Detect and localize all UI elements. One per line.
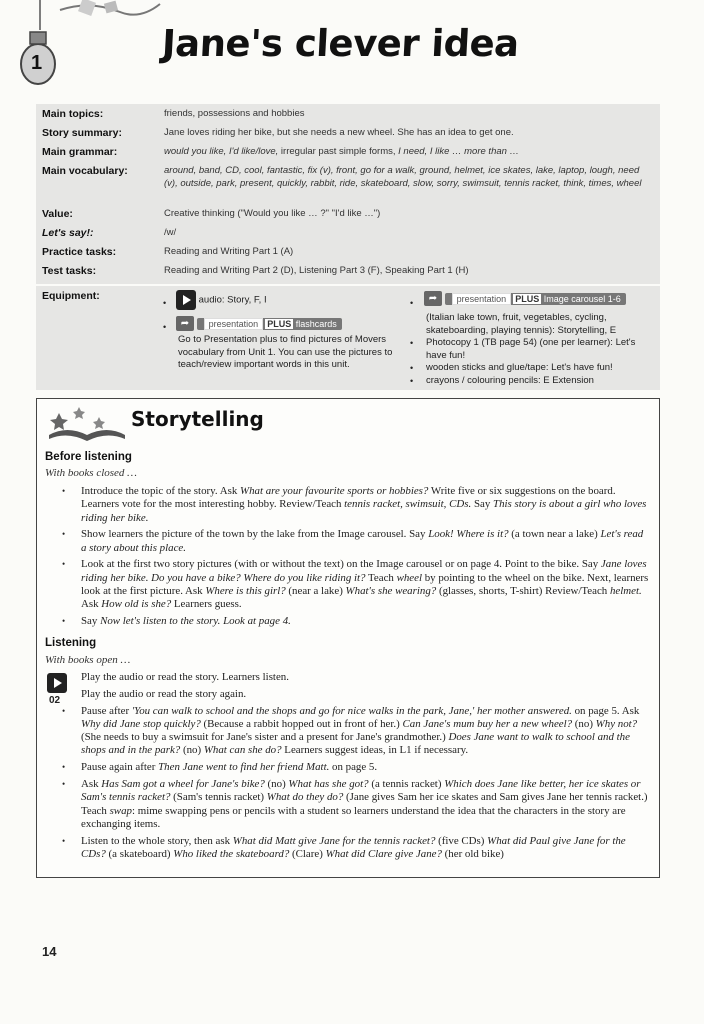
before-listening-item: • Introduce the topic of the story. Ask What are your favourite sports or hobbies? Write five or six suggestions on the board. Learners vote for the most interesting hobby. Review/Teach tennis racket, swimsuit, CDs. Say This story is about a girl who loves riding her bike. [71,485,651,525]
unit-summary-table [36,104,660,284]
test-tasks-label: Test tasks: [42,265,97,277]
before-listening-list [71,485,651,632]
arrow-icon: ➦ [424,291,442,306]
equipment-audio: audio: Story, F, I [176,290,267,310]
main-grammar-label: Main grammar: [42,146,118,158]
unit-number-badge: 1 [31,52,43,74]
listening-intro: With books open … [45,654,131,666]
listening-item: • Ask Has Sam got a wheel for Jane's bike? (no) What has she got? (a tennis racket) Which does Jane like better, her ice skates or Sam's tennis racket? (Sam's tennis racket) What do they do? (Jane gives Sam her ice skates and Sam gives Jane her tennis racket.) Teach swap: mime swapping pens or pencils with a student so learners understand the idea that the characters in the story are exchanging items. [71,778,651,831]
listening-item: • Pause after 'You can walk to school and the shops and go for nice walks in the park, Jane,' her mother answered. on page 5. Ask Why did Jane stop quickly? (Because a rabbit hopped out in front of her.) Can Jane's mum buy her a new wheel? (no) Why not? (She needs to buy a swimsuit for Jane's sister and a present for Jane's grandmother.) Does Jane want to walk to school and the shops and in the park? (no) What can she do? Learners suggest ideas, in L1 if necessary. [71,705,651,758]
play-icon [47,673,67,693]
main-vocabulary-value: around, band, CD, cool, fantastic, fix (v), front, go for a walk, ground, helmet, ice skates, lake, laptop, lough, need (v), outside, park, present, quickly, rabbit, ride, skateboard, slow, sorry, swimsuit, tennis racket, think, times, wheel [164,165,642,189]
story-summary-label: Story summary: [42,127,122,139]
listening-item: • Listen to the whole story, then ask What did Matt give Jane for the tennis racket? (five CDs) What did Paul give Jane for the CDs? (a skateboard) Who liked the skateboard? (Clare) What did Clare give Jane? (her old bike) [71,835,651,862]
equipment-sticks: wooden sticks and glue/tape: Let's have fun! [426,362,613,373]
before-listening-heading: Before listening [45,451,132,463]
equipment-section: Equipment: • audio: Story, F, I • ➦ presentation PLUS flashcards Go to Presentation plus to find pictures of Movers vocabulary from Unit 1. You can use the pictures to teach/review important words in this unit. • ➦ presentation PLUS Image carousel 1-6 (Italian lake town, fruit, vegetables, cycling, skateboarding, playing tennis): Storytelling, E • Photocopy 1 (TB page 54) (one per learner): Let's have fun! • wooden sticks and glue/tape: Let's have fun! • crayons / colouring pencils: E Extension [36,286,660,390]
value-value: Creative thinking ("Would you like … ?" "I'd like …") [164,208,381,219]
test-tasks-value: Reading and Writing Part 2 (D), Listening Part 3 (F), Speaking Part 1 (H) [164,265,469,276]
lets-say-label: Let's say!: [42,227,94,239]
equipment-image-carousel: ➦ presentation PLUS Image carousel 1-6 [424,291,626,306]
listening-heading: Listening [45,637,97,649]
before-listening-intro: With books closed … [45,467,137,479]
storytelling-box [36,398,660,878]
story-summary-value: Jane loves riding her bike, but she needs a new wheel. She has an idea to get one. [164,127,514,138]
listening-item: • Pause again after Then Jane went to find her friend Matt. on page 5. [71,761,651,774]
audio-track-number: 02 [49,695,61,706]
practice-tasks-value: Reading and Writing Part 1 (A) [164,246,294,257]
carousel-note: (Italian lake town, fruit, vegetables, cycling, skateboarding, playing tennis): Storytelling, E [426,312,617,336]
before-listening-item: • Show learners the picture of the town by the lake from the Image carousel. Say Look! Where is it? (a town near a lake) Let's read a story about this place. [71,528,651,555]
page-number: 14 [42,944,57,959]
equipment-crayons: crayons / colouring pencils: E Extension [426,375,594,386]
open-book-stars-icon [45,403,129,443]
storytelling-heading: Storytelling [131,407,264,431]
unit-title: Jane's clever idea [160,22,520,65]
main-topics-label: Main topics: [42,108,104,120]
value-label: Value: [42,208,73,220]
listening-list [71,671,651,865]
lets-say-value: /w/ [164,227,177,238]
listening-item: Play the audio or read the story. Learners listen. [81,671,289,683]
equipment-label: Equipment: [42,290,100,302]
before-listening-item: • Look at the first two story pictures (with or without the text) on the Image carousel or on page 4. Point to the bike. Say Jane loves riding her bike. Do you have a bike? Where do you like riding it? Teach wheel by pointing to the wheel on the bike. Next, learners look at the first picture. Ask Where is this girl? (near a lake) What's she wearing? (glasses, shorts, T-shirt) Review/Teach helmet. Ask How old is she? Learners guess. [71,558,651,611]
main-grammar-value: would you like, I'd like/love, irregular past simple forms, I need, I like … more than … [164,146,520,157]
main-vocabulary-label: Main vocabulary: [42,165,128,177]
arrow-icon: ➦ [176,316,194,331]
equipment-flashcards: ➦ presentation PLUS flashcards [176,316,342,331]
flashcards-note: Go to Presentation plus to find pictures of Movers vocabulary from Unit 1. You can use the pictures to teach/review important words in this unit. [178,334,393,370]
practice-tasks-label: Practice tasks: [42,246,117,258]
listening-item: Play the audio or read the story again. [81,687,247,700]
equipment-photocopy: Photocopy 1 (TB page 54) (one per learner): Let's have fun! [426,337,636,361]
play-icon [176,290,196,310]
before-listening-item: • Say Now let's listen to the story. Look at page 4. [71,615,651,628]
main-topics-value: friends, possessions and hobbies [164,108,305,119]
